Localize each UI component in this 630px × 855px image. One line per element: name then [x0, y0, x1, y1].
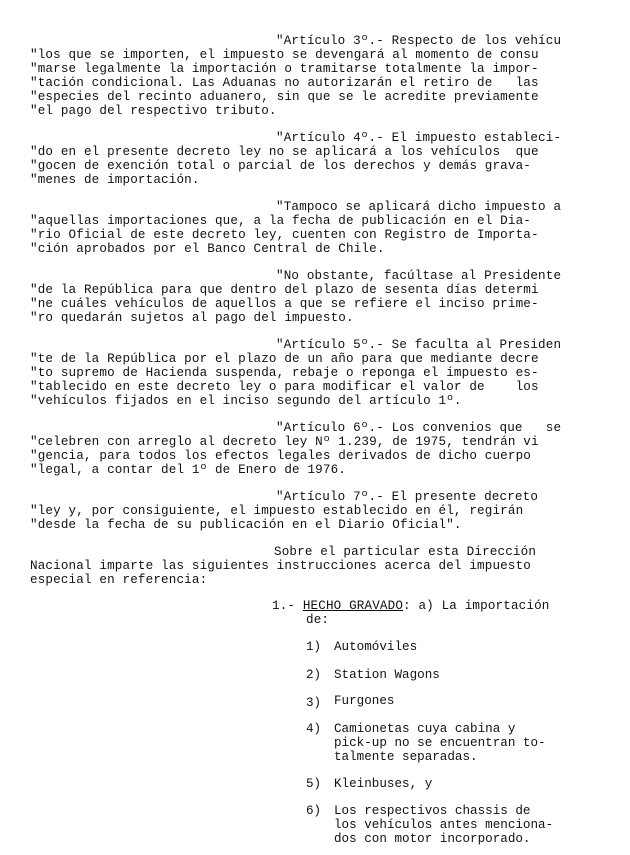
list-item-text: Los respectivos chassis de	[334, 804, 531, 818]
section-heading-rest: : a) La importación	[403, 599, 550, 613]
text-line: "aquellas importaciones que, a la fecha de publicación en el Dia-	[30, 214, 531, 228]
list-item-text: Camionetas cuya cabina y	[334, 722, 516, 736]
text-line: "te de la República por el plazo de un año para que mediante decre	[30, 352, 539, 366]
text-line: "ro quedarán sujetos al pago del impuesto.	[30, 311, 354, 325]
text-line: "do en el presente decreto ley no se aplicará a los vehículos que	[30, 145, 539, 159]
list-item-text: los vehículos antes menciona-	[334, 818, 554, 832]
list-item-number: 3)	[306, 696, 322, 710]
text-line: "Artículo 3º.- Respecto de los vehícu	[276, 34, 562, 48]
text-line: Sobre el particular esta Dirección	[274, 545, 537, 559]
list-item-text: talmente separadas.	[334, 750, 478, 764]
text-line: "to supremo de Hacienda suspenda, rebaje o reponga el impuesto es-	[30, 366, 539, 380]
text-line: "rio Oficial de este decreto ley, cuenten con Registro de Importa-	[30, 228, 539, 242]
list-item-number: 1)	[306, 640, 322, 654]
list-item-text: Automóviles	[334, 640, 418, 654]
text-line: "legal, a contar del 1º de Enero de 1976.	[30, 463, 347, 477]
text-line: "Artículo 7º.- El presente decreto	[276, 490, 539, 504]
section-heading: HECHO GRAVADO	[302, 599, 404, 613]
list-item-number: 4)	[306, 722, 322, 736]
text-line: "ción aprobados por el Banco Central de Chile.	[30, 242, 385, 256]
text-line: "menes de importación.	[30, 173, 200, 187]
list-item-number: 2)	[306, 668, 322, 682]
text-line: "marse legalmente la importación o tramitarse totalmente la impor-	[30, 62, 539, 76]
text-line: "ne cuáles vehículos de aquellos a que se refiere el inciso prime-	[30, 297, 539, 311]
text-line: "de la República para que dentro del plazo de sesenta días determi	[30, 283, 539, 297]
list-item-text: Furgones	[334, 694, 395, 708]
text-line: especial en referencia:	[30, 573, 208, 587]
list-item-text: Station Wagons	[334, 668, 440, 682]
text-line: "celebren con arreglo al decreto ley Nº 1.239, de 1975, tendrán vi	[30, 435, 539, 449]
list-item-number: 6)	[306, 804, 322, 818]
text-line: "desde la fecha de su publicación en el Diario Oficial".	[30, 518, 462, 532]
text-line: "ley y, por consiguiente, el impuesto establecido en él, regirán	[30, 504, 524, 518]
section-heading-continuation: de:	[306, 613, 330, 627]
list-item-text: Kleinbuses, y	[334, 777, 433, 791]
text-line: "especies del recinto aduanero, sin que se le acredite previamente	[30, 90, 539, 104]
text-line: "los que se importen, el impuesto se devengará al momento de consu	[30, 48, 539, 62]
list-item-number: 5)	[306, 777, 322, 791]
text-line: "Artículo 6º.- Los convenios que se	[276, 421, 562, 435]
text-line: "tablecido en este decreto ley o para modificar el valor de los	[30, 380, 539, 394]
text-line: "el pago del respectivo tributo.	[30, 104, 277, 118]
text-line: "gocen de exención total o parcial de los derechos y demás grava-	[30, 159, 531, 173]
text-line: "tación condicional. Las Aduanas no autorizarán el retiro de las	[30, 76, 539, 90]
text-line: "Tampoco se aplicará dicho impuesto a	[276, 200, 562, 214]
section-heading-line	[272, 599, 550, 613]
list-item-text: pick-up no se encuentran to-	[334, 736, 546, 750]
text-line: "vehículos fijados en el inciso segundo del artículo 1º.	[30, 394, 462, 408]
section-number: 1.-	[272, 599, 296, 613]
list-item-text: dos con motor incorporado.	[334, 832, 531, 846]
text-line: "Artículo 4º.- El impuesto estableci-	[276, 131, 562, 145]
text-line: "No obstante, facúltase al Presidente	[276, 269, 562, 283]
text-line: Nacional imparte las siguientes instrucciones acerca del impuesto	[30, 559, 531, 573]
text-line: "gencia, para todos los efectos legales derivados de dicho cuerpo	[30, 449, 531, 463]
text-line: "Artículo 5º.- Se faculta al Presiden	[276, 338, 562, 352]
